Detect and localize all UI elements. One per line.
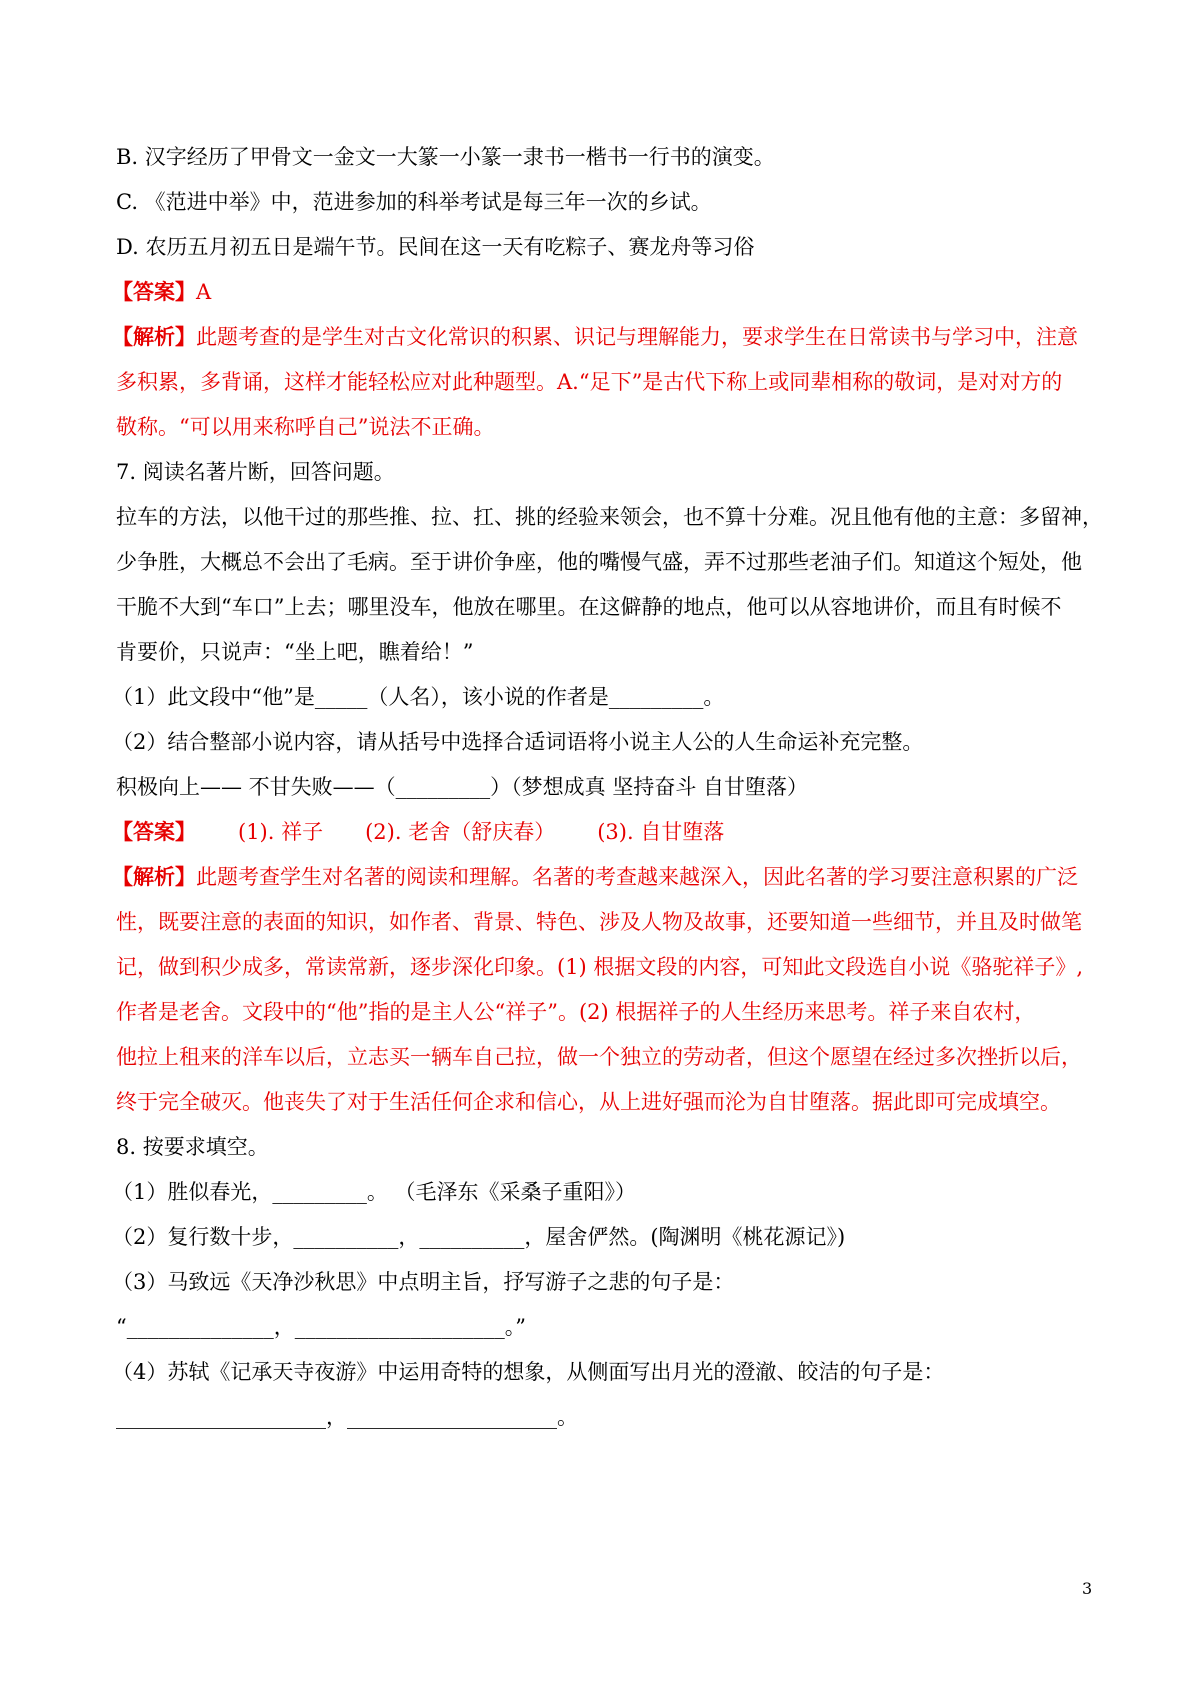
q7-fate-chain: 积极向上—— 不甘失败——（_________）（梦想成真 坚持奋斗 自甘堕落） — [116, 775, 809, 799]
q8-item: （4）苏轼《记承天寺夜游》中运用奇特的想象，从侧面写出月光的澄澈、皎洁的句子是： — [112, 1360, 945, 1384]
analysis-tag: 【解析】 — [112, 864, 196, 889]
analysis-text: 此题考查学生对名著的阅读和理解。名著的考查越来越深入，因此名著的学习要注意积累的广泛 — [196, 865, 1078, 889]
answer-item: (3). 自甘堕落 — [597, 820, 725, 844]
q7-sub-question-1: （1）此文段中“他”是_____（人名），该小说的作者是_________。 — [112, 685, 725, 709]
q7-analysis-line — [112, 862, 1078, 892]
q7-analysis-line: 性，既要注意的表面的知识，如作者、背景、特色、涉及人物及故事，还要知道一些细节，并且及时做笔 — [116, 910, 1082, 934]
q7-answer — [112, 817, 766, 847]
q6-analysis-line — [112, 322, 1078, 352]
q6-option-b: B. 汉字经历了甲骨文一金文一大篆一小篆一隶书一楷书一行书的演变。 — [116, 145, 775, 169]
q8-blank-line: “______________，____________________。” — [116, 1315, 526, 1339]
q8-title: 8. 按要求填空。 — [116, 1135, 269, 1159]
q6-answer — [112, 277, 211, 307]
q8-item: （3）马致远《天净沙秋思》中点明主旨，抒写游子之悲的句子是： — [112, 1270, 735, 1294]
q6-option-d: D. 农历五月初五日是端午节。民间在这一天有吃粽子、赛龙舟等习俗 — [116, 235, 755, 259]
q7-passage-line: 拉车的方法，以他干过的那些推、拉、扛、挑的经验来领会，也不算十分难。况且他有他的主意：多留神， — [116, 505, 1103, 529]
answer-tag: 【答案】 — [112, 279, 196, 304]
q8-item: （1）胜似春光，_________。 （毛泽东《采桑子重阳》） — [112, 1180, 637, 1204]
q6-analysis-line: 多积累，多背诵，这样才能轻松应对此种题型。A.“足下”是古代下称上或同辈相称的敬词，是对对方的 — [116, 370, 1063, 394]
analysis-text: 此题考查的是学生对古文化常识的积累、识记与理解能力，要求学生在日常读书与学习中，注意 — [196, 325, 1078, 349]
q7-analysis-line: 作者是老舍。文段中的“他”指的是主人公“祥子”。(2) 根据祥子的人生经历来思考。祥子来自农村， — [116, 1000, 1036, 1024]
q8-item: （2）复行数十步，__________，__________，屋舍俨然。(陶渊明《桃花源记》) — [112, 1225, 846, 1249]
q7-sub-question-2: （2）结合整部小说内容，请从括号中选择合适词语将小说主人公的人生命运补充完整。 — [112, 730, 924, 754]
q6-analysis-line: 敬称。“可以用来称呼自己”说法不正确。 — [116, 415, 495, 439]
answer-item: (2). 老舍（舒庆春） — [365, 820, 556, 844]
q7-title: 7. 阅读名著片断，回答问题。 — [116, 460, 395, 484]
q7-analysis-line: 终于完全破灭。他丧失了对于生活任何企求和信心，从上进好强而沦为自甘堕落。据此即可完成填空。 — [116, 1090, 1061, 1114]
q7-analysis-line: 记，做到积少成多，常读常新，逐步深化印象。(1) 根据文段的内容，可知此文段选自小说《骆驼祥子》, — [116, 955, 1084, 979]
q6-option-c: C. 《范进中举》中，范进参加的科举考试是每三年一次的乡试。 — [116, 190, 712, 214]
analysis-tag: 【解析】 — [112, 324, 196, 349]
q7-passage-line: 干脆不大到“车口”上去；哪里没车，他放在哪里。在这僻静的地点，他可以从容地讲价，而且有时候不 — [116, 595, 1062, 619]
q7-passage-line: 少争胜，大概总不会出了毛病。至于讲价争座，他的嘴慢气盛，弄不过那些老油子们。知道这个短处，他 — [116, 550, 1082, 574]
answer-item: (1). 祥子 — [238, 820, 324, 844]
answer-tag: 【答案】 — [112, 819, 196, 844]
q7-analysis-line: 他拉上租来的洋车以后，立志买一辆车自己拉，做一个独立的劳动者，但这个愿望在经过多次挫折以后， — [116, 1045, 1082, 1069]
answer-value: A — [196, 280, 212, 304]
q7-passage-line: 肯要价，只说声：“坐上吧，瞧着给！” — [116, 640, 474, 664]
page-number: 3 — [1082, 1579, 1093, 1598]
q8-blank-line: ____________________，____________________。 — [116, 1405, 578, 1429]
